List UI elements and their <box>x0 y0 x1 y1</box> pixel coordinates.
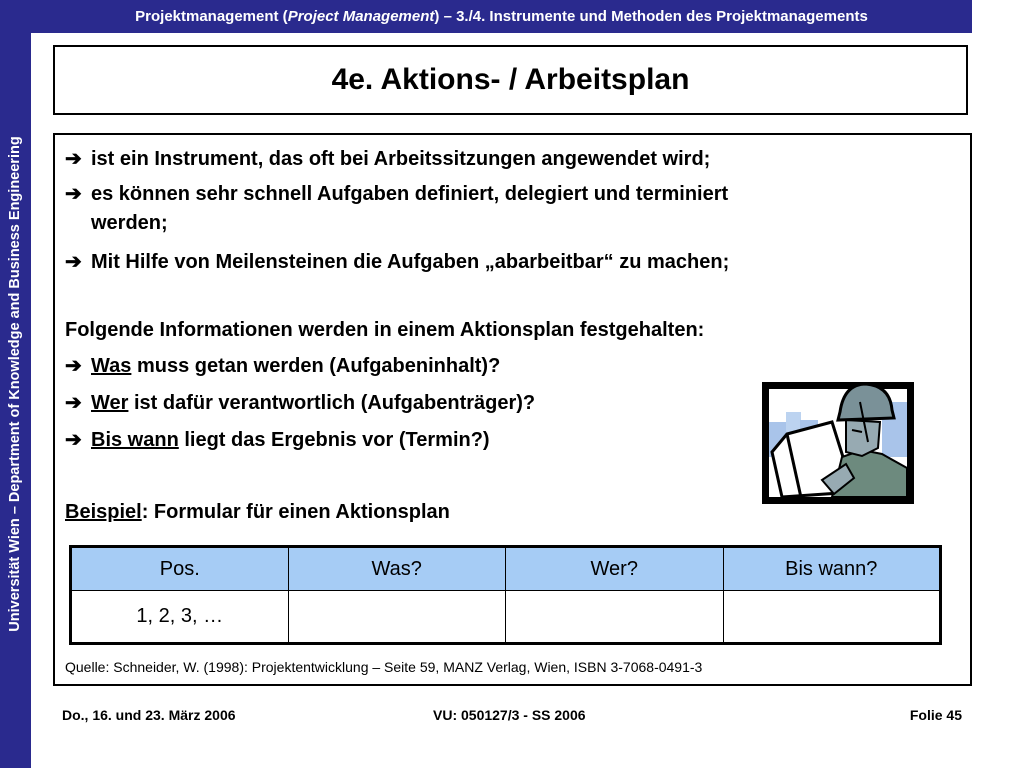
arrow-icon: ➔ <box>65 251 82 273</box>
table-header-cell: Was? <box>288 547 506 591</box>
arrow-icon: ➔ <box>65 429 82 451</box>
title-box <box>53 45 968 115</box>
footer-date: Do., 16. und 23. März 2006 <box>62 707 236 723</box>
header-bar <box>31 0 972 33</box>
slide-title: 4e. Aktions- / Arbeitsplan <box>331 63 690 96</box>
table-header-cell: Bis wann? <box>723 547 941 591</box>
bullet-2 <box>65 182 728 206</box>
sidebar <box>0 0 31 768</box>
bullet-3-text: Mit Hilfe von Meilensteinen die Aufgaben „abarbeitbar“ zu machen; <box>91 251 730 273</box>
arrow-icon: ➔ <box>65 392 82 414</box>
example-keyword: Beispiel <box>65 501 142 523</box>
bullet-3 <box>65 250 729 274</box>
question-text: muss getan werden (Aufgabeninhalt)? <box>131 355 501 377</box>
footer-slide-number: Folie 45 <box>909 707 962 723</box>
content-box <box>53 133 972 686</box>
table-cell: 1, 2, 3, … <box>71 591 289 644</box>
question-text: ist dafür verantwortlich (Aufgabenträger)? <box>128 392 536 414</box>
bullet-2-text: es können sehr schnell Aufgaben definiert, delegiert und terminiert <box>91 183 729 205</box>
arrow-icon: ➔ <box>65 355 82 377</box>
question-wer <box>65 391 535 415</box>
table-header-row <box>71 547 941 591</box>
table-header-cell: Wer? <box>506 547 724 591</box>
table-cell <box>288 591 506 644</box>
question-was <box>65 354 500 378</box>
bullet-1 <box>65 147 710 171</box>
source-citation: Quelle: Schneider, W. (1998): Projektentwicklung – Seite 59, MANZ Verlag, Wien, ISBN 3-7068-0491-3 <box>65 659 703 675</box>
sidebar-text: Universität Wien – Department of Knowledge and Business Engineering <box>7 136 23 632</box>
header-text-part3: ) – 3./4. Instrumente und Methoden des Projektmanagements <box>434 8 868 25</box>
bullet-2-continued: werden; <box>91 212 168 234</box>
header-text-part1: Projektmanagement ( <box>135 8 288 25</box>
question-text: liegt das Ergebnis vor (Termin?) <box>178 429 490 451</box>
question-keyword: Wer <box>91 392 129 414</box>
info-heading: Folgende Informationen werden in einem Aktionsplan festgehalten: <box>65 319 705 341</box>
table-header-cell: Pos. <box>71 547 289 591</box>
footer-course: VU: 050127/3 - SS 2006 <box>433 707 586 723</box>
action-plan-table <box>69 545 942 645</box>
table-cell <box>506 591 724 644</box>
bullet-1-text: ist ein Instrument, das oft bei Arbeitssitzungen angewendet wird; <box>91 148 711 170</box>
question-keyword: Was <box>91 355 132 377</box>
header-text-italic: Project Management <box>287 8 435 25</box>
table-cell <box>723 591 941 644</box>
engineer-illustration <box>762 382 914 504</box>
question-keyword: Bis wann <box>91 429 179 451</box>
table-row <box>71 591 941 644</box>
arrow-icon: ➔ <box>65 183 82 205</box>
example-heading <box>65 500 450 524</box>
example-text: : Formular für einen Aktionsplan <box>141 501 450 523</box>
question-bis-wann <box>65 428 490 452</box>
arrow-icon: ➔ <box>65 148 82 170</box>
